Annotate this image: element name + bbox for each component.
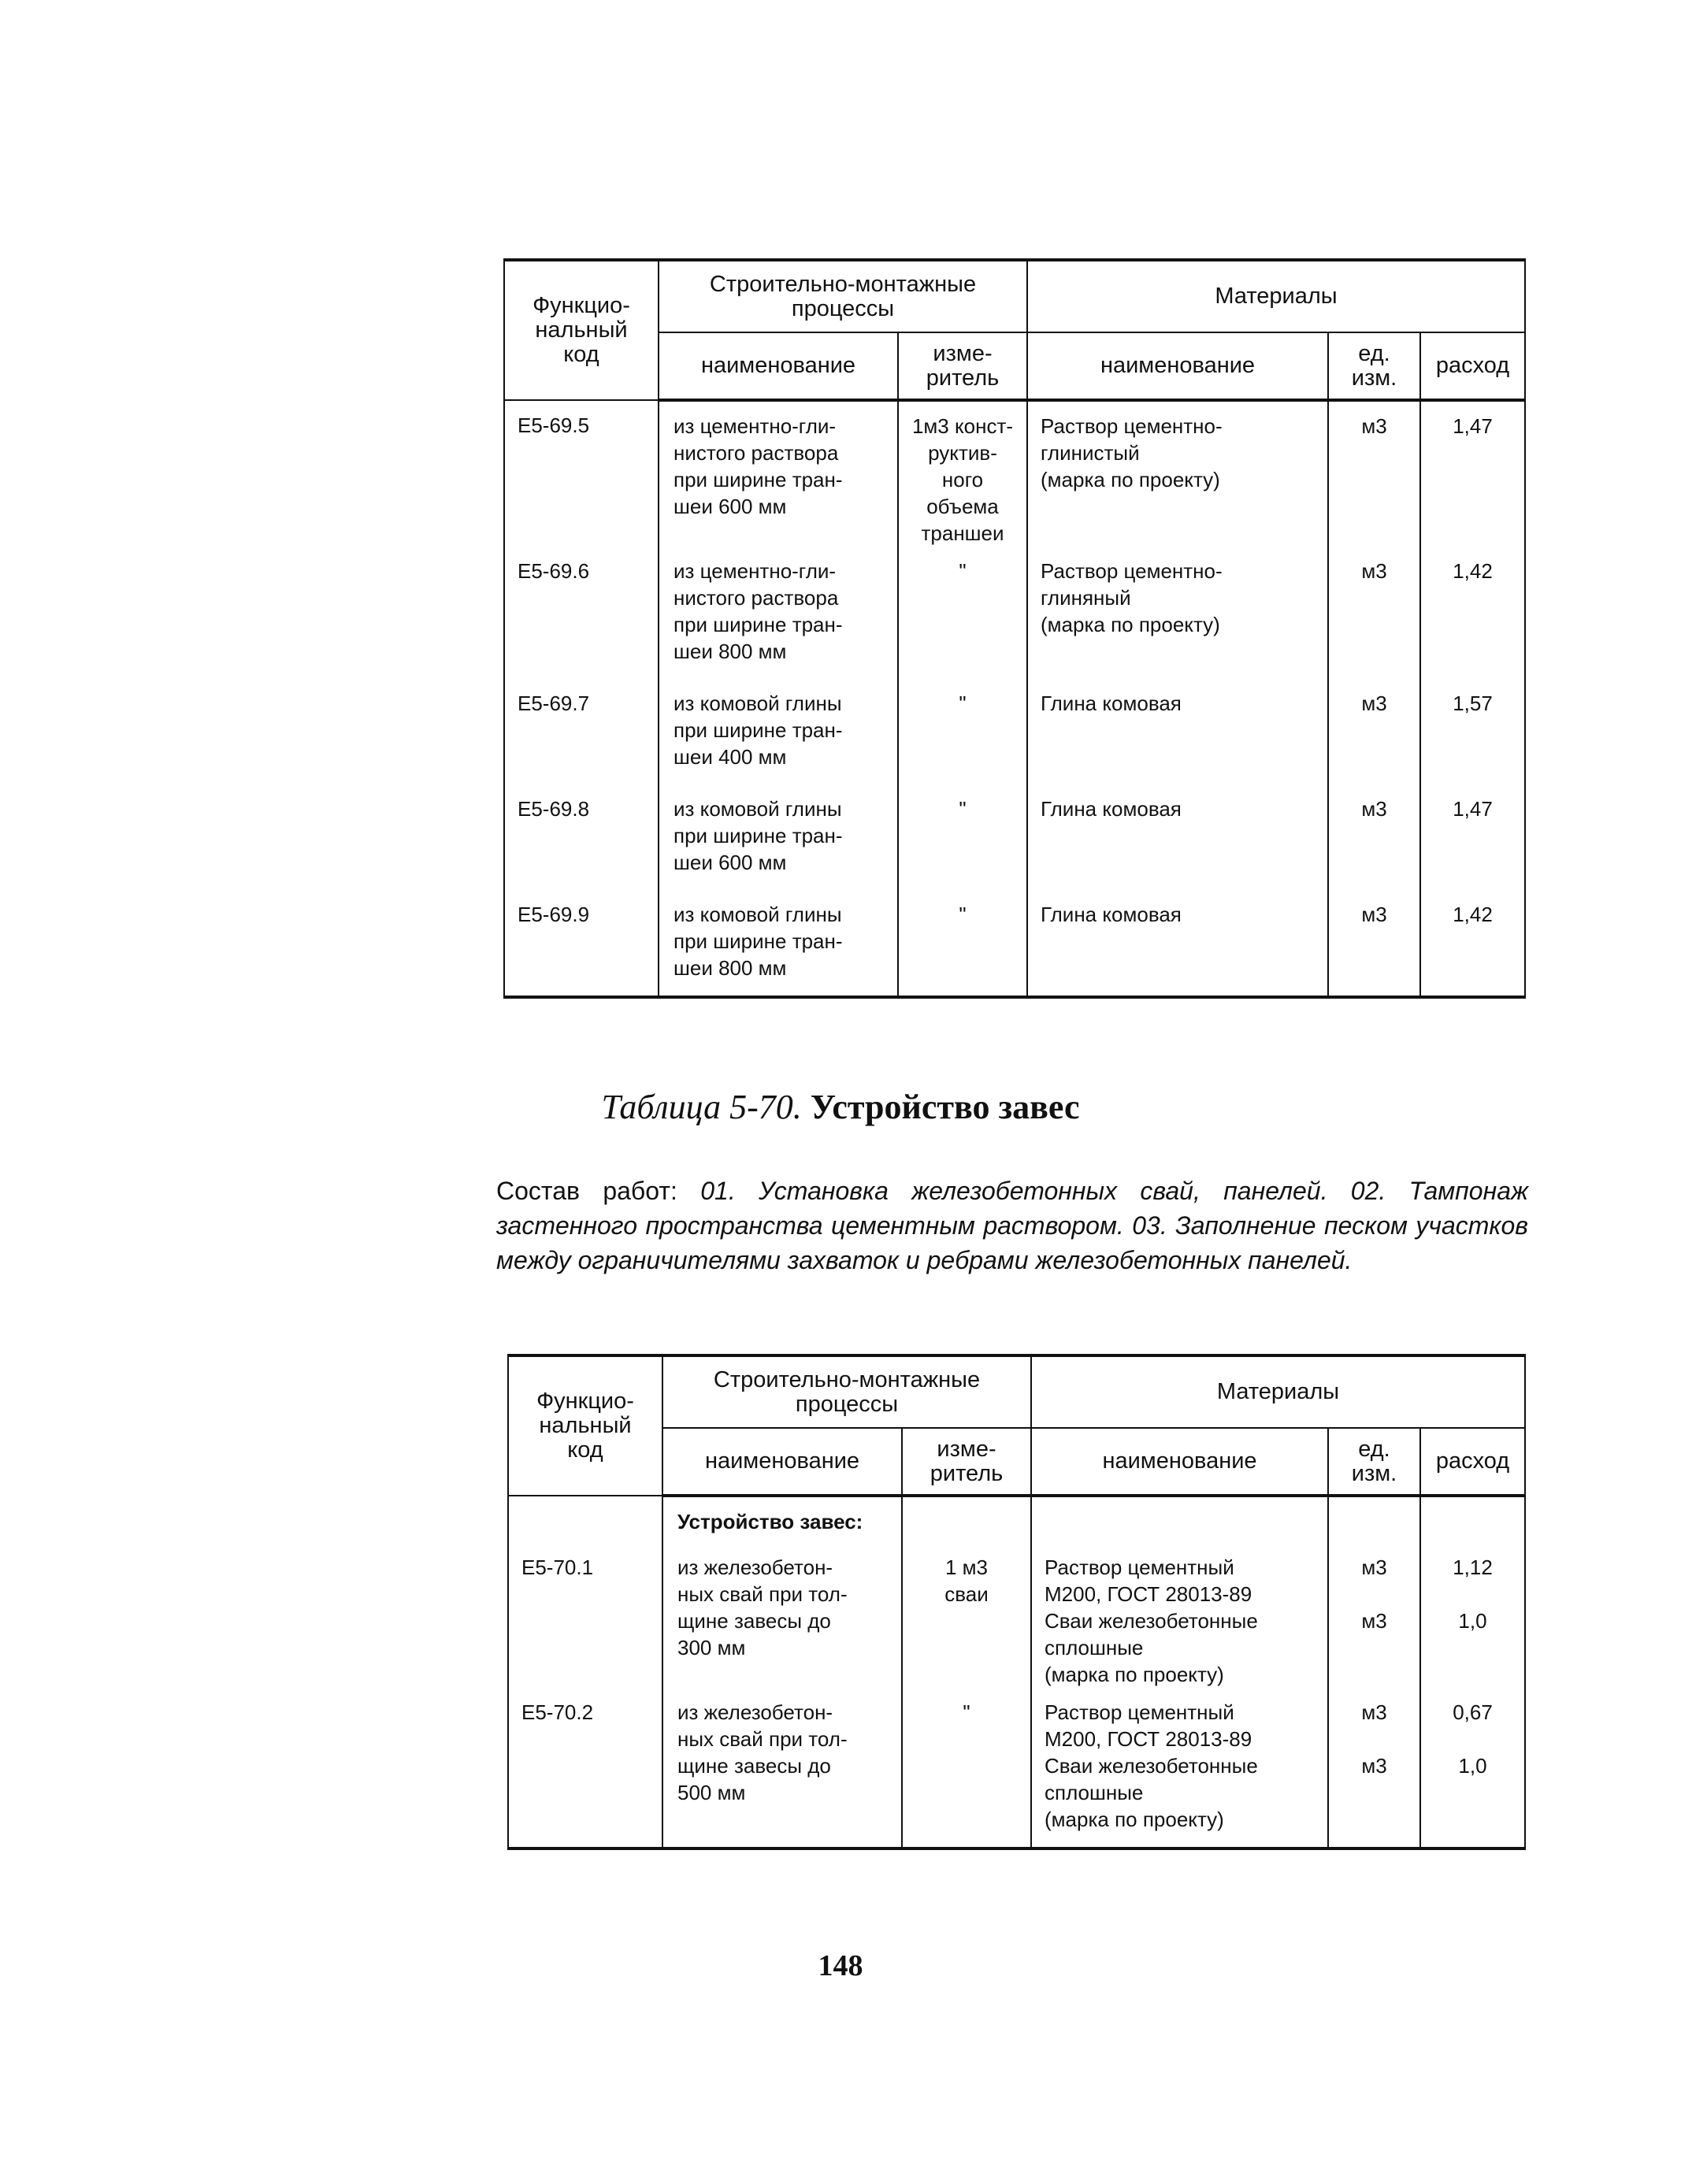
row-rate: 1,42 [1420,890,1525,997]
table-row [504,679,1525,784]
row-code: E5-69.5 [504,400,659,547]
row-material: Глина комовая [1027,890,1328,997]
row-process-name: из цементно-гли- нистого раствора при ширине тран- шеи 600 мм [659,400,898,547]
material-unit: м3 [1361,1754,1387,1778]
composition-label: Состав работ: [496,1177,677,1205]
row-rate: 1,47 [1420,784,1525,890]
row-meter: " [898,547,1027,679]
header-process-meter: изме- ритель [898,332,1027,400]
row-process-name: из цементно-гли- нистого раствора при ширине тран- шеи 800 мм [659,547,898,679]
row-code: E5-69.6 [504,547,659,679]
header-material-rate: расход [1420,1428,1525,1496]
work-composition [496,1174,1528,1277]
header-material-unit: ед. изм. [1328,332,1420,400]
material-rate: 0,67 [1453,1700,1493,1724]
row-unit: м3 [1328,890,1420,997]
material-rate: 1,12 [1453,1555,1493,1579]
header-material-unit: ед. изм. [1328,1428,1420,1496]
row-unit: м3 [1328,547,1420,679]
row-code: E5-69.9 [504,890,659,997]
row-units [1328,1688,1420,1848]
row-process-name: из комовой глины при ширине тран- шеи 400 мм [659,679,898,784]
row-rate: 1,42 [1420,547,1525,679]
row-process-name: из железобетон- ных свай при тол- щине завесы до 300 мм [662,1543,902,1688]
header-material-name: наименование [1027,332,1328,400]
caption-number: Таблица 5-70. [601,1088,802,1126]
row-materials [1031,1543,1328,1688]
row-unit: м3 [1328,679,1420,784]
row-meter: " [898,679,1027,784]
table-row [508,1543,1525,1688]
row-meter: " [898,784,1027,890]
row-code: E5-70.2 [508,1688,662,1848]
row-code: E5-70.1 [508,1543,662,1688]
material-name: Раствор цементный М200, ГОСТ 28013-89 [1045,1555,1252,1606]
row-meter: " [902,1688,1031,1848]
material-rate: 1,0 [1458,1754,1487,1778]
row-material: Раствор цементно- глиняный (марка по проекту) [1027,547,1328,679]
table-row [508,1688,1525,1848]
row-rates [1420,1688,1525,1848]
composition-works: 01. Установка железобетонных свай, панелей. 02. Тампонаж застенного пространства цементным раствором. 03. Заполнение песком участков между ограничителями захваток и ребрами железобетонных панелей. [496,1177,1529,1274]
table-row [504,547,1525,679]
table-row [504,400,1525,547]
materials-table-5-70 [507,1354,1526,1850]
header-process-meter: изме- ритель [902,1428,1031,1496]
row-process-name: из комовой глины при ширине тран- шеи 800 мм [659,890,898,997]
header-process-name: наименование [662,1428,902,1496]
header-processes: Строительно-монтажные процессы [662,1355,1031,1428]
header-materials: Материалы [1027,260,1525,332]
row-rates [1420,1543,1525,1688]
header-func-code: Функцио- нальный код [508,1355,662,1496]
material-unit: м3 [1361,1555,1387,1579]
table-group-row [508,1496,1525,1543]
row-meter: 1м3 конст- руктив- ного объема траншеи [898,400,1027,547]
material-rate: 1,0 [1458,1609,1487,1633]
row-process-name: из комовой глины при ширине тран- шеи 600 мм [659,784,898,890]
row-rate: 1,47 [1420,400,1525,547]
header-materials: Материалы [1031,1355,1525,1428]
header-func-code: Функцио- нальный код [504,260,659,400]
group-title: Устройство завес: [662,1496,902,1543]
row-meter: 1 м3 сваи [902,1543,1031,1688]
table-row [504,784,1525,890]
table-caption [0,1087,1681,1127]
material-unit: м3 [1361,1700,1387,1724]
header-process-name: наименование [659,332,898,400]
row-unit: м3 [1328,784,1420,890]
materials-table-5-69 [503,258,1526,999]
row-materials [1031,1688,1328,1848]
material-name: Сваи железобетонные сплошные (марка по проекту) [1045,1754,1258,1831]
row-code: E5-69.7 [504,679,659,784]
page-number: 148 [818,1949,863,1982]
row-material: Глина комовая [1027,784,1328,890]
header-material-rate: расход [1420,332,1525,400]
row-process-name: из железобетон- ных свай при тол- щине завесы до 500 мм [662,1688,902,1848]
header-processes: Строительно-монтажные процессы [659,260,1027,332]
material-unit: м3 [1361,1609,1387,1633]
row-code: E5-69.8 [504,784,659,890]
caption-title: Устройство завес [810,1088,1080,1126]
material-name: Сваи железобетонные сплошные (марка по проекту) [1045,1609,1258,1686]
row-meter: " [898,890,1027,997]
row-rate: 1,57 [1420,679,1525,784]
row-units [1328,1543,1420,1688]
header-material-name: наименование [1031,1428,1328,1496]
row-material: Раствор цементно- глинистый (марка по проекту) [1027,400,1328,547]
table-row [504,890,1525,997]
material-name: Раствор цементный М200, ГОСТ 28013-89 [1045,1700,1252,1751]
row-unit: м3 [1328,400,1420,547]
row-material: Глина комовая [1027,679,1328,784]
